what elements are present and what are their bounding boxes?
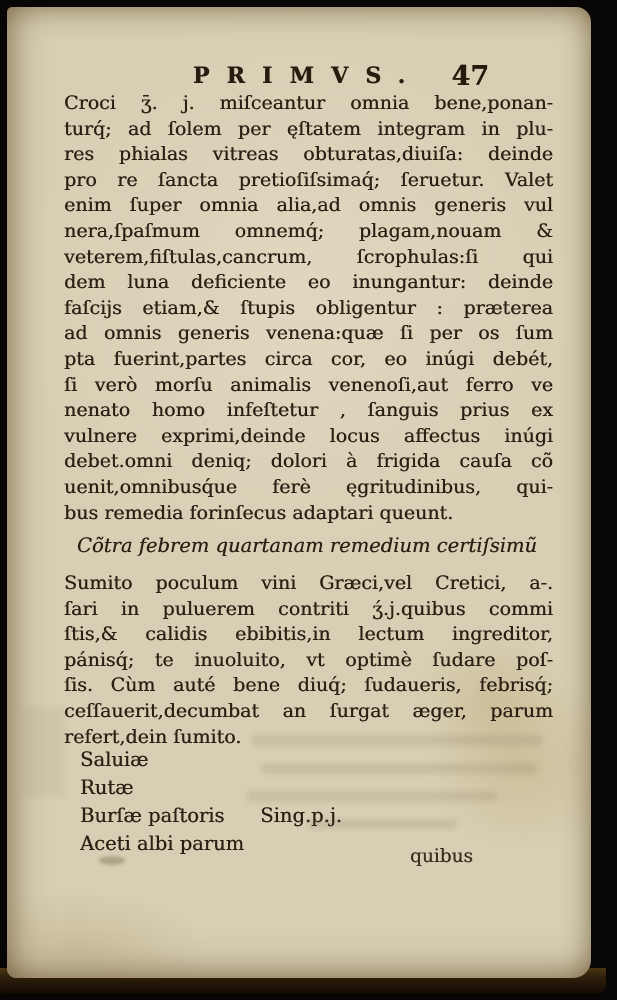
text-line: nenato homo infeſtetur , ſanguis prius ex xyxy=(64,399,553,422)
page-header xyxy=(7,63,591,91)
paragraph-croci-remedy xyxy=(64,91,553,526)
text-line: pánisq́; te inuoluito, vt optimè ſudare poſ- xyxy=(64,648,553,671)
text-line: ſari in puluerem contriti ʒ́.j.quibus commi xyxy=(64,597,553,620)
text-line: turq́; ad ſolem per ęſtatem integram in plu- xyxy=(64,117,553,140)
text-line: faſcijs etiam,& ſtupis obligentur : præterea xyxy=(64,296,553,319)
text-line: bus remedia forinſecus adaptari queunt. xyxy=(64,501,454,524)
text-line: ſis. Cùm auté bene diuq́; ſudaueris, febrisq́; xyxy=(64,674,553,697)
ink-smudge xyxy=(99,856,125,865)
section-heading-quartan-fever: Cõtra febrem quartanam remedium certiſsimũ xyxy=(77,534,537,557)
paragraph-quartan-remedy xyxy=(64,571,553,750)
book-page-scan xyxy=(7,7,591,978)
text-line: ſtis,& calidis ebibitis,in lectum ingreditor, xyxy=(64,623,553,646)
verso-show-through xyxy=(25,707,65,797)
ingredient-name: Aceti albi parum xyxy=(80,832,245,855)
text-line: Croci ʒ̄. j. miſceantur omnia bene,ponan- xyxy=(64,92,553,114)
text-line: nera,ſpaſmum omnemq́; plagam,nouam & xyxy=(64,219,553,242)
text-line: ceſſauerit,decumbat an ſurgat æger, parum xyxy=(64,699,553,722)
ingredient-name: Burſæ paſtoris xyxy=(80,804,225,827)
page-number: 47 xyxy=(451,61,489,92)
dose-note: Sing.p.j. xyxy=(260,804,342,827)
text-line: res phialas vitreas obturatas,diuiſa: deinde xyxy=(64,143,553,166)
text-line: uenit,omnibusq́ue ferè ęgritudinibus, qui- xyxy=(64,475,553,498)
text-line: enim ſuper omnia alia,ad omnis generis vul xyxy=(64,194,553,217)
text-line: pro re ſancta pretioſiſsimaq́; ſeruetur. Valet xyxy=(64,168,553,191)
text-line: ad omnis generis venena:quæ ſi per os ſum xyxy=(64,322,553,345)
ingredient-name: Saluiæ xyxy=(80,748,149,771)
text-line: dem luna deficiente eo inungantur: deinde xyxy=(64,271,553,294)
verso-show-through xyxy=(262,763,537,774)
catchword: quibus xyxy=(410,846,473,867)
verso-show-through xyxy=(307,819,457,829)
text-line: veterem,fiſtulas,cancrum, ſcrophulas:ſi qui xyxy=(64,245,553,268)
text-line: Sumito poculum vini Græci,vel Cretici, a-. xyxy=(64,572,553,594)
verso-show-through xyxy=(252,735,542,746)
text-line: debet.omni deniq; dolori à frigida cauſa cõ xyxy=(64,450,553,473)
text-line: ſi verò morſu animalis venenoſi,aut ferro ve xyxy=(64,373,553,396)
verso-show-through xyxy=(247,791,497,802)
running-title: PRIMVS. xyxy=(192,63,423,89)
text-line: pta fuerint,partes circa cor, eo inúgi debét, xyxy=(64,347,553,370)
text-line: refert,dein ſumito. xyxy=(64,725,242,748)
ingredient-name: Rutæ xyxy=(80,776,134,799)
text-line: vulnere exprimi,deinde locus affectus inúgi xyxy=(64,424,553,447)
